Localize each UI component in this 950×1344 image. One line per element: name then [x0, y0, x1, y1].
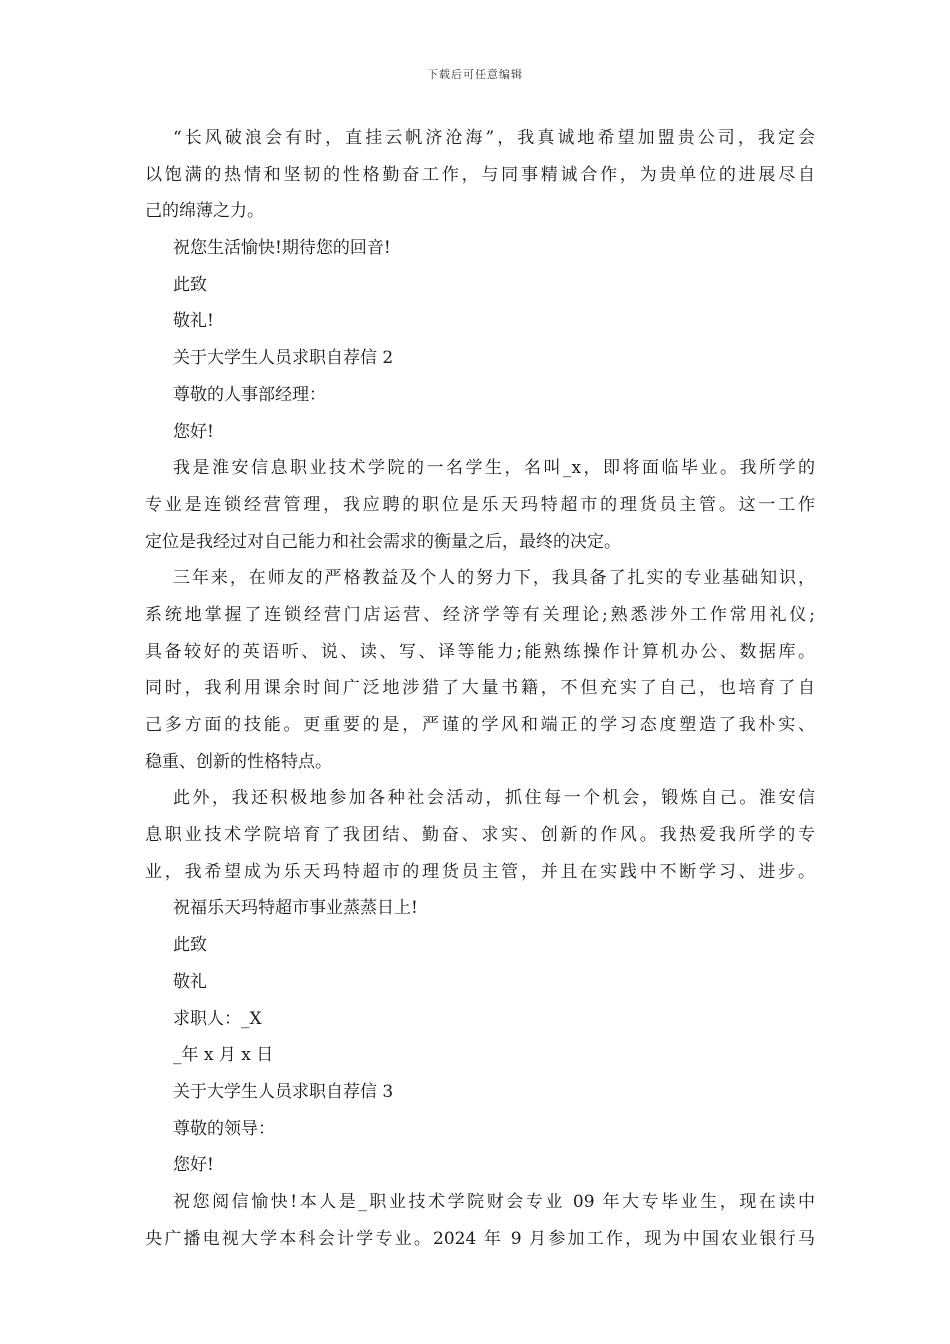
text-line: 敬礼 — [173, 971, 207, 992]
text-line: 专业是连锁经营管理，我应聘的职位是乐天玛特超市的理货员主管。这一工作 — [145, 494, 815, 515]
text-line: 以饱满的热情和坚韧的性格勤奋工作，与同事精诚合作，为贵单位的进展尽自 — [145, 164, 815, 185]
page-header-note: 下载后可任意编辑 — [427, 68, 523, 81]
text-line: 关于大学生人员求职自荐信 2 — [173, 348, 394, 369]
text-line: 祝福乐天玛特超市事业蒸蒸日上! — [173, 898, 418, 919]
text-line: 此外，我还积极地参加各种社会活动，抓住每一个机会，锻炼自己。淮安信 — [173, 788, 815, 809]
text-line: 尊敬的人事部经理： — [173, 384, 326, 405]
text-line: 同时，我利用课余时间广泛地涉猎了大量书籍，不但充实了自己，也培育了自 — [145, 678, 815, 699]
document-body — [145, 120, 815, 1257]
text-line: 稳重、创新的性格特点。 — [145, 751, 332, 772]
text-line: 我是淮安信息职业技术学院的一名学生，名叫_x，即将面临毕业。我所学的 — [173, 458, 815, 479]
text-line: 业，我希望成为乐天玛特超市的理货员主管，并且在实践中不断学习、进步。 — [145, 861, 815, 882]
text-line: 息职业技术学院培育了我团结、勤奋、求实、创新的作风。我热爱我所学的专 — [145, 825, 815, 846]
text-line: 敬礼! — [173, 311, 214, 332]
text-line: 定位是我经过对自己能力和社会需求的衡量之后，最终的决定。 — [145, 531, 621, 552]
text-line: 求职人：_X — [173, 1008, 262, 1029]
text-line: 此致 — [173, 935, 207, 956]
text-line: 己多方面的技能。更重要的是，严谨的学风和端正的学习态度塑造了我朴实、 — [145, 715, 815, 735]
text-line: 您好! — [173, 421, 214, 442]
text-line: 此致 — [173, 274, 207, 295]
text-line: 央广播电视大学本科会计学专业。2024 年 9 月参加工作，现为中国农业银行马 — [145, 1228, 815, 1249]
text-line: 三年来，在师友的严格教益及个人的努力下，我具备了扎实的专业基础知识， — [173, 568, 815, 589]
text-line: 系统地掌握了连锁经营门店运营、经济学等有关理论;熟悉涉外工作常用礼仪; — [145, 604, 815, 625]
text-line: _年 x 月 x 日 — [173, 1045, 274, 1066]
text-line: 您好! — [173, 1155, 214, 1176]
text-line: 关于大学生人员求职自荐信 3 — [173, 1081, 394, 1102]
text-line: 祝您生活愉快!期待您的回音! — [173, 238, 391, 259]
text-line: 己的绵薄之力。 — [145, 201, 264, 222]
text-line: 祝您阅信愉快!本人是_职业技术学院财会专业 09 年大专毕业生，现在读中 — [173, 1191, 815, 1212]
text-line: 具备较好的英语听、说、读、写、译等能力;能熟练操作计算机办公、数据库。 — [145, 641, 815, 662]
text-line: “长风破浪会有时，直挂云帆济沧海”，我真诚地希望加盟贵公司，我定会 — [173, 128, 815, 148]
text-line: 尊敬的领导： — [173, 1118, 275, 1139]
